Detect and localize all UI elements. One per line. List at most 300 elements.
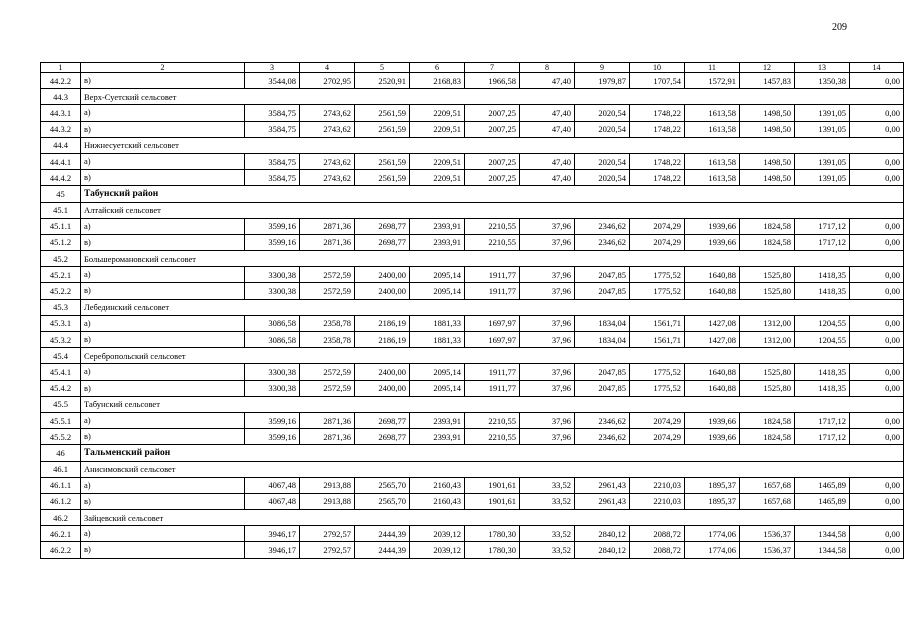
value-cell: 1640,88 [685, 380, 740, 396]
value-cell: 2743,62 [300, 121, 355, 137]
section-title: Зайцевский сельсовет [81, 510, 904, 526]
value-cell: 2871,36 [300, 218, 355, 234]
value-cell: 2444,39 [355, 542, 410, 558]
value-cell: 1465,89 [795, 477, 850, 493]
table-row [41, 218, 904, 234]
table-row [41, 477, 904, 493]
value-cell: 2210,03 [630, 477, 685, 493]
value-cell: 3584,75 [245, 121, 300, 137]
value-cell: 2020,54 [575, 105, 630, 121]
row-number: 44.4.2 [41, 170, 81, 186]
value-cell: 1427,08 [685, 332, 740, 348]
value-cell: 2007,25 [465, 170, 520, 186]
value-cell: 2572,59 [300, 380, 355, 396]
value-cell: 2168,83 [410, 73, 465, 89]
value-cell: 1657,68 [740, 493, 795, 509]
row-number: 46.1 [41, 461, 81, 477]
value-cell: 2913,88 [300, 477, 355, 493]
value-cell: 0,00 [850, 315, 904, 331]
value-cell: 2572,59 [300, 283, 355, 299]
row-number: 45.2.2 [41, 283, 81, 299]
table-row [41, 234, 904, 250]
value-cell: 2209,51 [410, 121, 465, 137]
table-row [41, 267, 904, 283]
table-row [41, 526, 904, 542]
value-cell: 1525,80 [740, 380, 795, 396]
section-row [41, 202, 904, 218]
value-cell: 2210,03 [630, 493, 685, 509]
value-cell: 2039,12 [410, 542, 465, 558]
value-cell: 37,96 [520, 364, 575, 380]
value-cell: 2095,14 [410, 364, 465, 380]
value-cell: 0,00 [850, 477, 904, 493]
value-cell: 2095,14 [410, 380, 465, 396]
value-cell: 3300,38 [245, 283, 300, 299]
value-cell: 0,00 [850, 121, 904, 137]
section-title: Алтайский сельсовет [81, 202, 904, 218]
value-cell: 2961,43 [575, 477, 630, 493]
value-cell: 1418,35 [795, 380, 850, 396]
table-row [41, 412, 904, 428]
row-subitem: в) [81, 73, 245, 89]
table-row [41, 380, 904, 396]
column-number: 13 [795, 63, 850, 73]
value-cell: 1774,06 [685, 526, 740, 542]
value-cell: 2792,57 [300, 542, 355, 558]
value-cell: 33,52 [520, 493, 575, 509]
section-title: Нижнесуетский сельсовет [81, 137, 904, 153]
value-cell: 2913,88 [300, 493, 355, 509]
value-cell: 2160,43 [410, 493, 465, 509]
value-cell: 2007,25 [465, 105, 520, 121]
row-number: 44.3.2 [41, 121, 81, 137]
value-cell: 0,00 [850, 380, 904, 396]
value-cell: 2561,59 [355, 121, 410, 137]
column-number: 11 [685, 63, 740, 73]
value-cell: 2444,39 [355, 526, 410, 542]
value-cell: 2346,62 [575, 234, 630, 250]
value-cell: 0,00 [850, 526, 904, 542]
section-title: Анисимовский сельсовет [81, 461, 904, 477]
value-cell: 47,40 [520, 105, 575, 121]
value-cell: 1525,80 [740, 267, 795, 283]
section-row [41, 299, 904, 315]
value-cell: 2020,54 [575, 170, 630, 186]
value-cell: 0,00 [850, 218, 904, 234]
section-row [41, 510, 904, 526]
row-subitem: в) [81, 493, 245, 509]
value-cell: 2400,00 [355, 364, 410, 380]
value-cell: 2698,77 [355, 234, 410, 250]
value-cell: 2702,95 [300, 73, 355, 89]
table-row [41, 429, 904, 445]
value-cell: 1465,89 [795, 493, 850, 509]
section-row [41, 461, 904, 477]
value-cell: 1748,22 [630, 121, 685, 137]
value-cell: 1748,22 [630, 105, 685, 121]
row-subitem: в) [81, 332, 245, 348]
table-row [41, 73, 904, 89]
row-number: 45.5.1 [41, 412, 81, 428]
row-number: 45.4.1 [41, 364, 81, 380]
value-cell: 1911,77 [465, 283, 520, 299]
value-cell: 1881,33 [410, 315, 465, 331]
value-cell: 1536,37 [740, 542, 795, 558]
table-row [41, 153, 904, 169]
value-cell: 1774,06 [685, 542, 740, 558]
value-cell: 37,96 [520, 267, 575, 283]
value-cell: 37,96 [520, 332, 575, 348]
row-number: 45.3 [41, 299, 81, 315]
value-cell: 3599,16 [245, 234, 300, 250]
value-cell: 2358,78 [300, 315, 355, 331]
row-subitem: в) [81, 170, 245, 186]
value-cell: 1775,52 [630, 380, 685, 396]
row-number: 45.1.1 [41, 218, 81, 234]
table-row [41, 121, 904, 137]
column-number: 8 [520, 63, 575, 73]
value-cell: 1895,37 [685, 477, 740, 493]
section-title: Верх-Суетский сельсовет [81, 89, 904, 105]
value-cell: 2186,19 [355, 315, 410, 331]
row-subitem: в) [81, 429, 245, 445]
value-cell: 2074,29 [630, 412, 685, 428]
value-cell: 1457,83 [740, 73, 795, 89]
row-number: 46.2 [41, 510, 81, 526]
value-cell: 1391,05 [795, 153, 850, 169]
value-cell: 1427,08 [685, 315, 740, 331]
value-cell: 1901,61 [465, 493, 520, 509]
value-cell: 1525,80 [740, 283, 795, 299]
value-cell: 3544,08 [245, 73, 300, 89]
row-number: 44.4.1 [41, 153, 81, 169]
row-subitem: а) [81, 218, 245, 234]
value-cell: 3584,75 [245, 153, 300, 169]
section-row [41, 348, 904, 364]
column-number: 7 [465, 63, 520, 73]
value-cell: 1204,55 [795, 332, 850, 348]
value-cell: 1979,87 [575, 73, 630, 89]
value-cell: 1312,00 [740, 332, 795, 348]
value-cell: 2840,12 [575, 542, 630, 558]
value-cell: 1312,00 [740, 315, 795, 331]
value-cell: 1717,12 [795, 234, 850, 250]
value-cell: 2209,51 [410, 153, 465, 169]
value-cell: 2961,43 [575, 493, 630, 509]
value-cell: 2074,29 [630, 218, 685, 234]
value-cell: 1824,58 [740, 429, 795, 445]
value-cell: 0,00 [850, 412, 904, 428]
row-number: 45.3.1 [41, 315, 81, 331]
table-row [41, 364, 904, 380]
value-cell: 1707,54 [630, 73, 685, 89]
district-row [41, 445, 904, 461]
row-number: 44.3.1 [41, 105, 81, 121]
row-number: 46.2.1 [41, 526, 81, 542]
table-row [41, 542, 904, 558]
value-cell: 1572,91 [685, 73, 740, 89]
value-cell: 3300,38 [245, 267, 300, 283]
value-cell: 3300,38 [245, 380, 300, 396]
value-cell: 47,40 [520, 153, 575, 169]
row-number: 45.4.2 [41, 380, 81, 396]
value-cell: 1717,12 [795, 429, 850, 445]
value-cell: 1775,52 [630, 364, 685, 380]
section-title: Серебропольский сельсовет [81, 348, 904, 364]
row-subitem: а) [81, 267, 245, 283]
value-cell: 2007,25 [465, 153, 520, 169]
value-cell: 2209,51 [410, 105, 465, 121]
value-cell: 2520,91 [355, 73, 410, 89]
value-cell: 2095,14 [410, 283, 465, 299]
value-cell: 1824,58 [740, 412, 795, 428]
row-number: 45 [41, 186, 81, 202]
value-cell: 2047,85 [575, 380, 630, 396]
value-cell: 1561,71 [630, 332, 685, 348]
value-cell: 3946,17 [245, 526, 300, 542]
value-cell: 2393,91 [410, 429, 465, 445]
value-cell: 2792,57 [300, 526, 355, 542]
section-row [41, 396, 904, 412]
row-subitem: а) [81, 105, 245, 121]
value-cell: 1697,97 [465, 332, 520, 348]
value-cell: 0,00 [850, 267, 904, 283]
value-cell: 3300,38 [245, 364, 300, 380]
value-cell: 1657,68 [740, 477, 795, 493]
section-title: Большеромановский сельсовет [81, 251, 904, 267]
value-cell: 2088,72 [630, 542, 685, 558]
row-subitem: а) [81, 477, 245, 493]
district-title: Тальменский район [81, 445, 904, 461]
section-title: Лебединский сельсовет [81, 299, 904, 315]
value-cell: 1498,50 [740, 170, 795, 186]
value-cell: 2020,54 [575, 121, 630, 137]
value-cell: 2565,70 [355, 477, 410, 493]
value-cell: 1640,88 [685, 364, 740, 380]
value-cell: 1418,35 [795, 267, 850, 283]
row-number: 46 [41, 445, 81, 461]
value-cell: 3599,16 [245, 218, 300, 234]
value-cell: 2020,54 [575, 153, 630, 169]
value-cell: 1344,58 [795, 542, 850, 558]
value-cell: 3086,58 [245, 315, 300, 331]
value-cell: 1895,37 [685, 493, 740, 509]
value-cell: 2088,72 [630, 526, 685, 542]
row-subitem: а) [81, 412, 245, 428]
value-cell: 1834,04 [575, 315, 630, 331]
value-cell: 0,00 [850, 170, 904, 186]
table-row [41, 493, 904, 509]
value-cell: 2871,36 [300, 234, 355, 250]
value-cell: 2346,62 [575, 429, 630, 445]
tariff-table [40, 62, 904, 559]
value-cell: 1498,50 [740, 153, 795, 169]
row-subitem: в) [81, 380, 245, 396]
value-cell: 1640,88 [685, 283, 740, 299]
row-number: 45.2 [41, 251, 81, 267]
value-cell: 37,96 [520, 315, 575, 331]
value-cell: 2210,55 [465, 234, 520, 250]
value-cell: 1775,52 [630, 267, 685, 283]
value-cell: 2047,85 [575, 267, 630, 283]
value-cell: 0,00 [850, 542, 904, 558]
value-cell: 1748,22 [630, 153, 685, 169]
value-cell: 1881,33 [410, 332, 465, 348]
value-cell: 3946,17 [245, 542, 300, 558]
value-cell: 2572,59 [300, 267, 355, 283]
value-cell: 2039,12 [410, 526, 465, 542]
value-cell: 2698,77 [355, 429, 410, 445]
value-cell: 1939,66 [685, 218, 740, 234]
value-cell: 1391,05 [795, 121, 850, 137]
row-number: 44.3 [41, 89, 81, 105]
value-cell: 2186,19 [355, 332, 410, 348]
value-cell: 33,52 [520, 526, 575, 542]
value-cell: 47,40 [520, 121, 575, 137]
value-cell: 37,96 [520, 218, 575, 234]
value-cell: 1613,58 [685, 105, 740, 121]
value-cell: 1966,58 [465, 73, 520, 89]
value-cell: 3584,75 [245, 105, 300, 121]
column-number: 10 [630, 63, 685, 73]
row-subitem: а) [81, 526, 245, 542]
value-cell: 1204,55 [795, 315, 850, 331]
row-number: 46.2.2 [41, 542, 81, 558]
value-cell: 1613,58 [685, 170, 740, 186]
district-title: Табунский район [81, 186, 904, 202]
value-cell: 1498,50 [740, 121, 795, 137]
value-cell: 2565,70 [355, 493, 410, 509]
value-cell: 3086,58 [245, 332, 300, 348]
value-cell: 1939,66 [685, 429, 740, 445]
row-number: 45.5.2 [41, 429, 81, 445]
district-row [41, 186, 904, 202]
value-cell: 2561,59 [355, 170, 410, 186]
value-cell: 1391,05 [795, 105, 850, 121]
row-number: 45.1.2 [41, 234, 81, 250]
value-cell: 37,96 [520, 234, 575, 250]
value-cell: 0,00 [850, 332, 904, 348]
section-row [41, 137, 904, 153]
value-cell: 1717,12 [795, 218, 850, 234]
value-cell: 1418,35 [795, 283, 850, 299]
value-cell: 2393,91 [410, 234, 465, 250]
value-cell: 2209,51 [410, 170, 465, 186]
value-cell: 1350,38 [795, 73, 850, 89]
value-cell: 1775,52 [630, 283, 685, 299]
value-cell: 2047,85 [575, 364, 630, 380]
value-cell: 2698,77 [355, 412, 410, 428]
value-cell: 1613,58 [685, 121, 740, 137]
value-cell: 1418,35 [795, 364, 850, 380]
value-cell: 1717,12 [795, 412, 850, 428]
value-cell: 2160,43 [410, 477, 465, 493]
value-cell: 2210,55 [465, 429, 520, 445]
value-cell: 2871,36 [300, 429, 355, 445]
value-cell: 2698,77 [355, 218, 410, 234]
row-number: 44.2.2 [41, 73, 81, 89]
value-cell: 0,00 [850, 283, 904, 299]
value-cell: 33,52 [520, 542, 575, 558]
row-number: 45.5 [41, 396, 81, 412]
row-number: 45.4 [41, 348, 81, 364]
column-number-row [41, 63, 904, 73]
section-row [41, 89, 904, 105]
value-cell: 2400,00 [355, 380, 410, 396]
value-cell: 1498,50 [740, 105, 795, 121]
table-body [41, 63, 904, 559]
row-number: 46.1.2 [41, 493, 81, 509]
value-cell: 1780,30 [465, 526, 520, 542]
value-cell: 47,40 [520, 170, 575, 186]
value-cell: 3599,16 [245, 412, 300, 428]
value-cell: 2572,59 [300, 364, 355, 380]
column-number: 2 [81, 63, 245, 73]
row-number: 46.1.1 [41, 477, 81, 493]
row-subitem: а) [81, 364, 245, 380]
value-cell: 2074,29 [630, 234, 685, 250]
value-cell: 1911,77 [465, 364, 520, 380]
value-cell: 1613,58 [685, 153, 740, 169]
value-cell: 1561,71 [630, 315, 685, 331]
value-cell: 0,00 [850, 234, 904, 250]
value-cell: 33,52 [520, 477, 575, 493]
value-cell: 1697,97 [465, 315, 520, 331]
value-cell: 2358,78 [300, 332, 355, 348]
value-cell: 2871,36 [300, 412, 355, 428]
column-number: 6 [410, 63, 465, 73]
value-cell: 1344,58 [795, 526, 850, 542]
row-subitem: а) [81, 153, 245, 169]
value-cell: 2007,25 [465, 121, 520, 137]
row-number: 45.2.1 [41, 267, 81, 283]
value-cell: 37,96 [520, 429, 575, 445]
column-number: 12 [740, 63, 795, 73]
value-cell: 2561,59 [355, 153, 410, 169]
value-cell: 0,00 [850, 153, 904, 169]
section-row [41, 251, 904, 267]
value-cell: 0,00 [850, 364, 904, 380]
value-cell: 2840,12 [575, 526, 630, 542]
row-number: 44.4 [41, 137, 81, 153]
section-title: Табунский сельсовет [81, 396, 904, 412]
table-row [41, 170, 904, 186]
value-cell: 37,96 [520, 412, 575, 428]
value-cell: 0,00 [850, 73, 904, 89]
row-subitem: в) [81, 234, 245, 250]
value-cell: 1911,77 [465, 267, 520, 283]
row-subitem: в) [81, 121, 245, 137]
value-cell: 1780,30 [465, 542, 520, 558]
value-cell: 4067,48 [245, 477, 300, 493]
value-cell: 1824,58 [740, 218, 795, 234]
value-cell: 2095,14 [410, 267, 465, 283]
value-cell: 2210,55 [465, 412, 520, 428]
value-cell: 2400,00 [355, 283, 410, 299]
value-cell: 4067,48 [245, 493, 300, 509]
value-cell: 2393,91 [410, 412, 465, 428]
value-cell: 1939,66 [685, 412, 740, 428]
value-cell: 1391,05 [795, 170, 850, 186]
value-cell: 1525,80 [740, 364, 795, 380]
value-cell: 1536,37 [740, 526, 795, 542]
row-subitem: в) [81, 542, 245, 558]
value-cell: 2400,00 [355, 267, 410, 283]
column-number: 3 [245, 63, 300, 73]
value-cell: 0,00 [850, 429, 904, 445]
value-cell: 37,96 [520, 283, 575, 299]
value-cell: 2743,62 [300, 153, 355, 169]
